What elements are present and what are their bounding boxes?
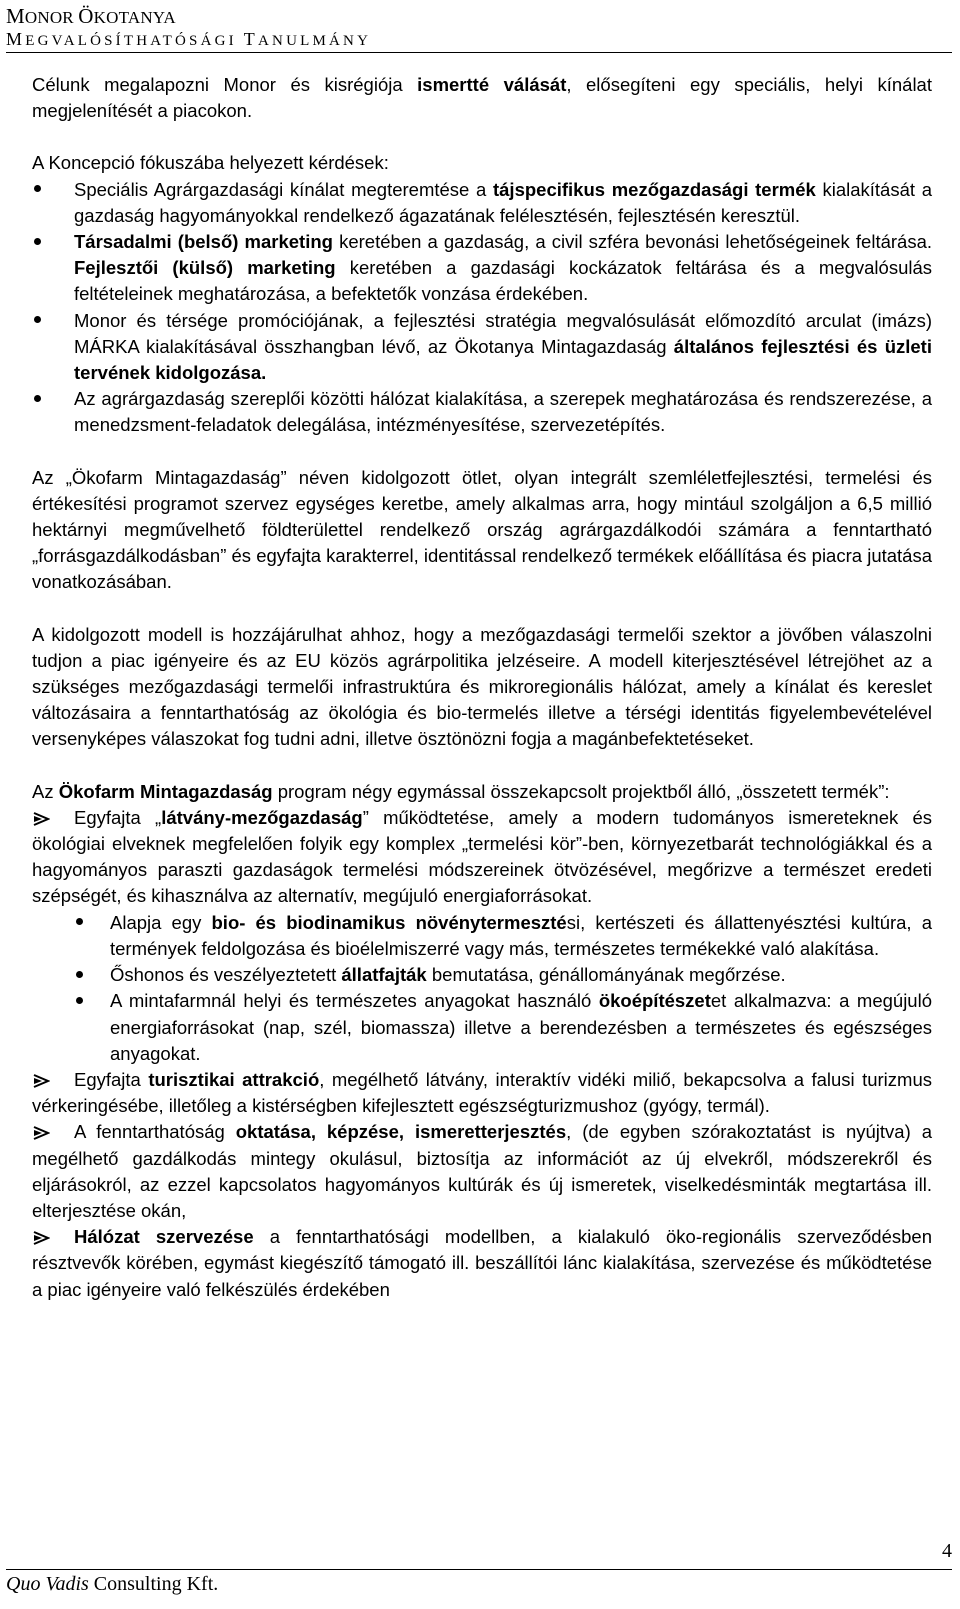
footer-company: Quo Vadis Consulting Kft.	[6, 1573, 219, 1595]
bullet-icon	[76, 971, 83, 978]
bullet-icon	[76, 997, 83, 1004]
paragraph-model: A kidolgozott modell is hozzájárulhat ahhoz, hogy a mezőgazdasági termelői szektor a jövőben válaszolni tudjon a piac igényeire és az EU közös agrárpolitika jelzéseire. A modell kiterjesztésével létrejöhet az a szükséges mezőgazdasági termelői infrastruktúra és mikroregionális hálózat, amely a kínálat és kereslet változásaira a fenntarthatóság az ökológia és bio-termelés illetve a térségi identitás figyelembevételével versenyképes válaszokat fog tudni adni, illetve ösztönözni fogja a magánbefektetéseket.	[32, 623, 932, 750]
bullet-icon	[76, 918, 83, 925]
footer-rule	[6, 1569, 952, 1570]
bullet-icon	[34, 316, 41, 323]
list-item: A mintafarmnál helyi és természetes anyagokat használó ökoépítészetet alkalmazva: a megújuló energiaforrásokat (nap, szél, biomassza) illetve a berendezésben a természetes és egészséges anyagokat.	[76, 988, 932, 1067]
arrow-bullet-icon	[32, 1126, 50, 1140]
list-item: Őshonos és veszélyeztetett állatfajták bemutatása, génállományának megőrzése.	[76, 962, 932, 988]
list-item: Az agrárgazdaság szereplői közötti hálózat kialakítása, a szerepek meghatározása és rendszerezése, a menedzsment-feladatok delegálása, intézményesítése, szervezetépítés.	[32, 386, 932, 438]
paragraph-program-intro: Az Ökofarm Mintagazdaság program négy egymással összekapcsolt projektből álló, „összetett termék”:	[32, 780, 890, 802]
list-item: Társadalmi (belső) marketing keretében a gazdaság, a civil szféra bevonási lehetőségeinek feltárása. Fejlesztői (külső) marketing keretében a gazdasági kockázatok feltárása és a megvalósulás feltételeinek meghatározása, a befektetők vonzása érdekében.	[32, 229, 932, 308]
arrow-bullet-icon	[32, 1074, 50, 1088]
arrow-bullet-icon	[32, 812, 50, 826]
paragraph-focus-intro: A Koncepció fókuszába helyezett kérdések:	[32, 152, 389, 174]
arrow-bullet-icon	[32, 1231, 50, 1245]
paragraph-ecofarm-idea: Az „Ökofarm Mintagazdaság” néven kidolgozott ötlet, olyan integrált szemléletfejlesztési, termelési és értékesítési programot szervez egységes keretbe, amely alkalmas arra, hogy mintául szolgáljon a 6,5 millió hektárnyi megművelhető földterülettel rendelkező ország agrárgazdálkodói számára a fenntartható „forrásgazdálkodásban” és egyfajta karakterrel, identitással rendelkező termékek előállítása és piacra jutatása vonatkozásában.	[32, 466, 932, 593]
list-item: Egyfajta „látvány-mezőgazdaság” működtetése, amely a modern tudományos ismereteknek és ökológiai elveknek megfelelően folyik egy komplex „termelési kör”-ben, környezetbarát technológiákkal és a hagyományos paraszti gazdaságok termelési módszereinek ötvözésével, megőrizve a természet eredeti szépségét, és kihasználva az alternatív, megújuló energiaforrásokat. Alapja egy bio- és biodinamikus növénytermesztési, kertészeti és állattenyésztési kultúra, a termények feldolgozása és bioélelmiszerré vagy más, természetes termékekké való alakítása. Őshonos és veszélyeztetett állatfajták bemutatása, génállományának megőrzése. A mintafarmnál helyi és természetes anyagokat használó ökoépítészetet alkalmazva: a megújuló energiaforrásokat (nap, szél, biomassza) illetve a berendezésben a természetes és egészséges anyagokat.	[32, 805, 932, 1067]
paragraph-goal: Célunk megalapozni Monor és kisrégiója ismertté válását, elősegíteni egy speciális, helyi kínálat megjelenítését a piacokon.	[32, 74, 932, 122]
list-item: Monor és térsége promóciójának, a fejlesztési stratégia megvalósulását előmozdító arculat (imázs) MÁRKA kialakításával összhangban lévő, az Ökotanya Mintagazdaság általános fejlesztési és üzleti tervének kidolgozása.	[32, 308, 932, 387]
list-item: Alapja egy bio- és biodinamikus növénytermesztési, kertészeti és állattenyésztési kultúra, a termények feldolgozása és bioélelmiszerré vagy más, természetes termékekké való alakítása.	[76, 910, 932, 962]
sub-bullet-list	[32, 910, 932, 1067]
header-organization: MONOR ÖKOTANYA	[6, 4, 176, 28]
program-arrow-list	[32, 805, 932, 1303]
header-rule	[6, 52, 952, 53]
bullet-icon	[34, 395, 41, 402]
bullet-icon	[34, 238, 41, 245]
page-number: 4	[942, 1540, 952, 1562]
document-body	[32, 72, 932, 1303]
list-item: A fenntarthatóság oktatása, képzése, ismeretterjesztés, (de egyben szórakoztatást is nyújtva) a megélhető gazdálkodás mintegy okulásul, biztosítja az információt az új elvekről, módszerekről és eljárásokról, az ezzel kapcsolatos hagyományos kultúrák és új ismeretek, viselkedésminták megtartása ill. elterjesztése okán,	[32, 1121, 932, 1221]
header-document-type: MEGVALÓSÍTHATÓSÁGI TANULMÁNY	[6, 29, 372, 49]
list-item: Speciális Agrárgazdasági kínálat megteremtése a tájspecifikus mezőgazdasági termék kialakítását a gazdaság hagyományokkal rendelkező ágazatának felélesztésén, fejlesztésén keresztül.	[32, 177, 932, 229]
page-header	[6, 6, 954, 50]
list-item: Hálózat szervezése a fenntarthatósági modellben, a kialakuló öko-regionális szerveződésben résztvevők körében, egymást kiegészítő támogató ill. beszállítói lánc kialakítása, szervezése és működtetése a piac igényeire való felkészülés érdekében	[32, 1226, 932, 1300]
bullet-icon	[34, 185, 41, 192]
focus-bullet-list	[32, 177, 932, 439]
list-item: Egyfajta turisztikai attrakció, megélhető látvány, interaktív vidéki miliő, bekapcsolva a falusi turizmus vérkeringésébe, illetőleg a kistérségben kifejlesztett egészségturizmushoz (gyógy, termál).	[32, 1068, 932, 1117]
